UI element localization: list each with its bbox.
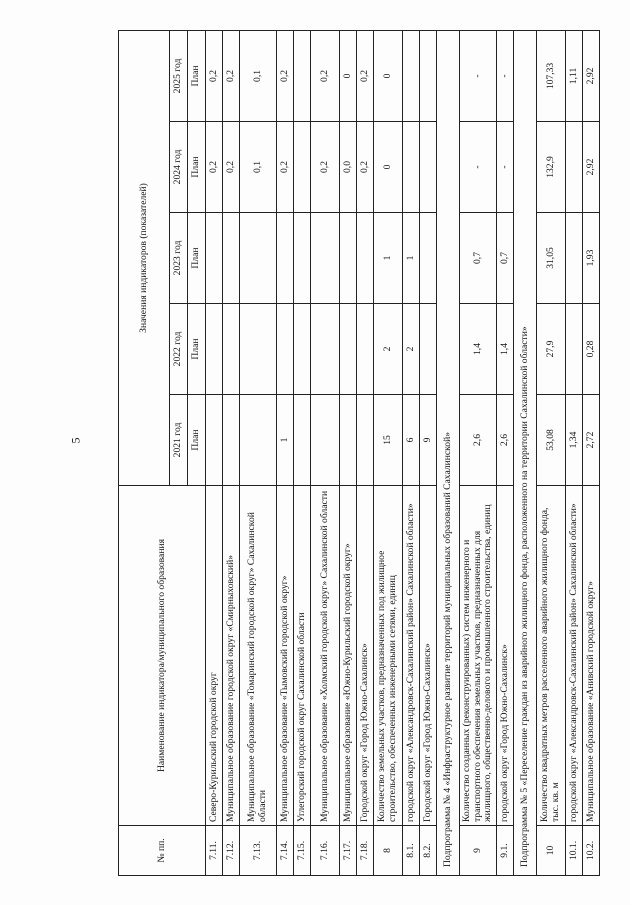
header-plan: План xyxy=(188,30,206,121)
table-row xyxy=(403,30,420,875)
value-cell: 0,0 xyxy=(340,122,357,213)
value-cell: 6 xyxy=(403,395,420,486)
value-cell: 1 xyxy=(374,213,403,304)
header-values: Значения индикаторов (показателей) xyxy=(119,30,170,485)
value-cell: 1,11 xyxy=(566,30,583,121)
value-cell xyxy=(357,304,374,395)
value-cell xyxy=(206,395,223,486)
header-year: 2024 год xyxy=(170,122,188,213)
table-row xyxy=(340,30,357,875)
value-cell: 2,6 xyxy=(460,395,497,486)
indicator-name: Муниципальное образование городской округ «Смирныховский» xyxy=(223,486,240,826)
row-number: 7.11. xyxy=(206,826,223,876)
row-number: 8 xyxy=(374,826,403,876)
value-cell: 31,05 xyxy=(537,213,566,304)
table-row xyxy=(294,30,311,875)
value-cell: 0,2 xyxy=(223,30,240,121)
row-number: 7.18. xyxy=(357,826,374,876)
indicator-name: Углегорский городской округ Сахалинской области xyxy=(294,486,311,826)
header-plan: План xyxy=(188,213,206,304)
table-row xyxy=(374,30,403,875)
indicator-name: городской округ «Александровск-Сахалинский район» Сахалинской области» xyxy=(403,486,420,826)
subprogram-title: Подпрограмма № 5 «Переселение граждан из аварийного жилищного фонда, расположенного на территории Сахалинской области» xyxy=(514,30,537,875)
value-cell: - xyxy=(497,122,514,213)
value-cell: 1 xyxy=(277,395,294,486)
value-cell: 0 xyxy=(374,122,403,213)
value-cell: 9 xyxy=(420,395,437,486)
value-cell: 2,6 xyxy=(497,395,514,486)
value-cell xyxy=(566,304,583,395)
table-body xyxy=(206,30,600,875)
row-number: 9 xyxy=(460,826,497,876)
value-cell xyxy=(357,213,374,304)
row-number: 7.15. xyxy=(294,826,311,876)
value-cell xyxy=(340,213,357,304)
value-cell xyxy=(223,395,240,486)
value-cell: 0,2 xyxy=(311,122,340,213)
value-cell xyxy=(357,395,374,486)
value-cell: 0,2 xyxy=(357,122,374,213)
value-cell xyxy=(294,395,311,486)
value-cell: 0,28 xyxy=(583,304,600,395)
header-year: 2023 год xyxy=(170,213,188,304)
value-cell: 0,2 xyxy=(311,30,340,121)
header-name: Наименование индикатора/муниципального образования xyxy=(119,486,206,826)
table-row xyxy=(357,30,374,875)
header-year: 2025 год xyxy=(170,30,188,121)
value-cell xyxy=(240,213,277,304)
value-cell: 2 xyxy=(374,304,403,395)
row-number: 8.1. xyxy=(403,826,420,876)
row-number: 7.14. xyxy=(277,826,294,876)
value-cell: 27,9 xyxy=(537,304,566,395)
row-number: 10 xyxy=(537,826,566,876)
value-cell: 0,2 xyxy=(206,122,223,213)
value-cell: 0,2 xyxy=(357,30,374,121)
value-cell xyxy=(340,304,357,395)
indicator-name: Городской округ «Город Южно-Сахалинск» xyxy=(420,486,437,826)
value-cell: 0,7 xyxy=(497,213,514,304)
subprogram-row xyxy=(437,30,460,875)
value-cell: 107,33 xyxy=(537,30,566,121)
value-cell: 0 xyxy=(340,30,357,121)
row-number: 7.17. xyxy=(340,826,357,876)
row-number: 7.13. xyxy=(240,826,277,876)
value-cell: 0 xyxy=(374,30,403,121)
value-cell: 2,92 xyxy=(583,122,600,213)
row-number: 10.2. xyxy=(583,826,600,876)
indicators-table xyxy=(118,30,600,876)
header-year: 2022 год xyxy=(170,304,188,395)
rotated-table-container xyxy=(118,31,596,876)
indicator-name: Муниципальное образование «Тымовский городской округ» xyxy=(277,486,294,826)
header-plan: План xyxy=(188,395,206,486)
indicator-name: Муниципальное образование «Южно-Курильский городской округ» xyxy=(340,486,357,826)
value-cell: 15 xyxy=(374,395,403,486)
value-cell xyxy=(311,213,340,304)
indicator-name: Муниципальное образование «Томаринский городской округ» Сахалинской области xyxy=(240,486,277,826)
value-cell: 0,2 xyxy=(277,122,294,213)
indicator-name: Муниципальное образование «Холмский городской округ» Сахалинской области xyxy=(311,486,340,826)
row-number: 7.12. xyxy=(223,826,240,876)
value-cell xyxy=(206,304,223,395)
table-row xyxy=(497,30,514,875)
table-row xyxy=(277,30,294,875)
table-row xyxy=(583,30,600,875)
table-row xyxy=(223,30,240,875)
value-cell xyxy=(240,395,277,486)
value-cell: - xyxy=(460,122,497,213)
row-number: 10.1. xyxy=(566,826,583,876)
value-cell: 0,2 xyxy=(206,30,223,121)
value-cell: 0,1 xyxy=(240,30,277,121)
value-cell: 132,9 xyxy=(537,122,566,213)
indicator-name: Северо-Курильский городской округ xyxy=(206,486,223,826)
value-cell: 0,2 xyxy=(223,122,240,213)
table-row xyxy=(206,30,223,875)
value-cell xyxy=(340,395,357,486)
header-year: 2021 год xyxy=(170,395,188,486)
value-cell: - xyxy=(497,30,514,121)
value-cell xyxy=(294,213,311,304)
value-cell xyxy=(294,122,311,213)
value-cell xyxy=(566,122,583,213)
value-cell xyxy=(277,304,294,395)
indicator-name: городской округ «Город Южно-Сахалинск» xyxy=(497,486,514,826)
indicator-name: Количество земельных участков, предназначенных под жилищное строительство, обеспеченных инженерными сетями, единиц xyxy=(374,486,403,826)
value-cell: 0,1 xyxy=(240,122,277,213)
value-cell: 2,72 xyxy=(583,395,600,486)
value-cell xyxy=(311,304,340,395)
header-num: № пп. xyxy=(119,826,206,876)
value-cell: 0,7 xyxy=(460,213,497,304)
value-cell: 1,93 xyxy=(583,213,600,304)
value-cell xyxy=(206,213,223,304)
value-cell xyxy=(223,304,240,395)
indicator-name: Количество созданных (реконструированных) систем инженерного и транспортного обеспечения земельных участков, предназначенных для жилищного, общественно-делового и промышленного строительства, единиц xyxy=(460,486,497,826)
row-number: 9.1. xyxy=(497,826,514,876)
table-row xyxy=(420,30,437,875)
value-cell xyxy=(403,30,420,121)
value-cell xyxy=(403,122,420,213)
table-row xyxy=(537,30,566,875)
header-plan: План xyxy=(188,304,206,395)
table-row xyxy=(240,30,277,875)
header-plan: План xyxy=(188,122,206,213)
table-row xyxy=(566,30,583,875)
table-row xyxy=(460,30,497,875)
value-cell: 2,92 xyxy=(583,30,600,121)
value-cell: 1 xyxy=(403,213,420,304)
value-cell xyxy=(566,213,583,304)
indicator-name: Муниципальное образование «Анивский городской округ» xyxy=(583,486,600,826)
value-cell xyxy=(294,304,311,395)
subprogram-row xyxy=(514,30,537,875)
value-cell xyxy=(420,213,437,304)
page-number: 5 xyxy=(68,437,83,444)
value-cell: 1,4 xyxy=(497,304,514,395)
value-cell xyxy=(294,30,311,121)
indicator-name: Городской округ «Город Южно-Сахалинск» xyxy=(357,486,374,826)
indicator-name: Количество квадратных метров расселенного аварийного жилищного фонда, тыс. кв. м xyxy=(537,486,566,826)
value-cell xyxy=(277,213,294,304)
value-cell xyxy=(223,213,240,304)
indicator-name: городской округ «Александровск-Сахалинский район» Сахалинской области» xyxy=(566,486,583,826)
value-cell: 0,2 xyxy=(277,30,294,121)
value-cell xyxy=(311,395,340,486)
value-cell: - xyxy=(460,30,497,121)
value-cell: 53,08 xyxy=(537,395,566,486)
value-cell xyxy=(420,122,437,213)
value-cell: 2 xyxy=(403,304,420,395)
subprogram-title: Подпрограмма № 4 «Инфраструктурное развитие территорий муниципальных образований Сахалинской» xyxy=(437,30,460,875)
value-cell xyxy=(420,30,437,121)
value-cell: 1,34 xyxy=(566,395,583,486)
row-number: 8.2. xyxy=(420,826,437,876)
value-cell xyxy=(240,304,277,395)
table-row xyxy=(311,30,340,875)
value-cell: 1,4 xyxy=(460,304,497,395)
row-number: 7.16. xyxy=(311,826,340,876)
value-cell xyxy=(420,304,437,395)
